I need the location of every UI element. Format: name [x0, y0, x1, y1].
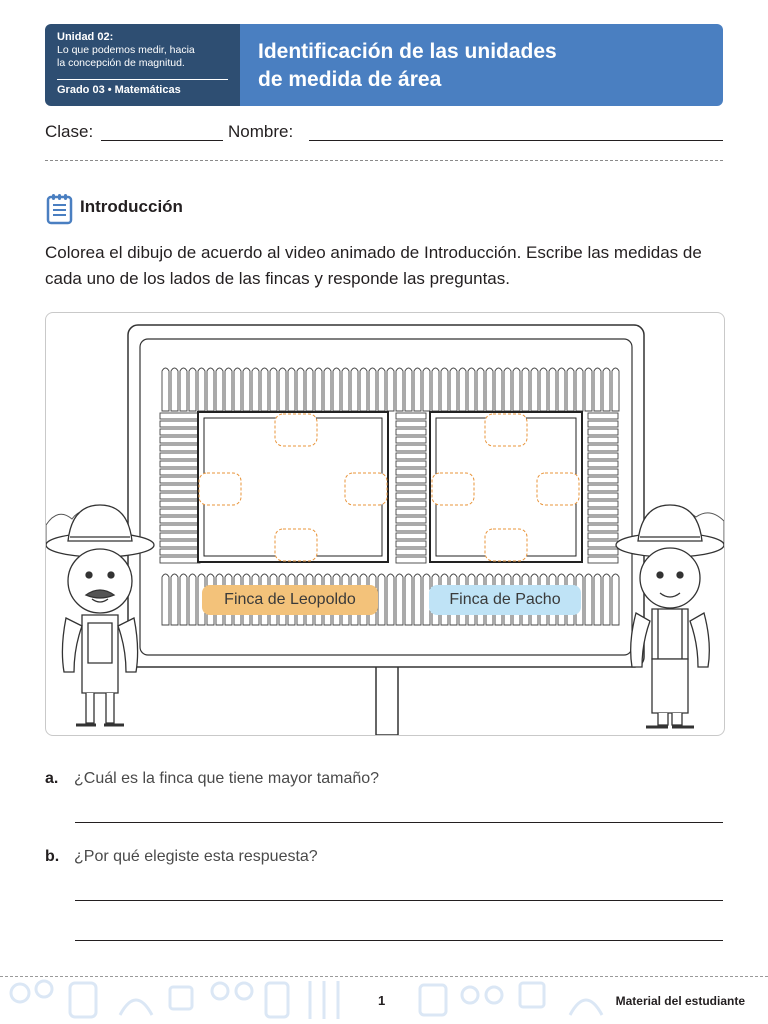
question-letter: b.	[45, 848, 60, 865]
header-divider	[57, 79, 228, 80]
billboard-drawing	[46, 313, 724, 735]
title-line1: Identificación de las unidades	[258, 40, 557, 63]
answer-line-b1[interactable]	[75, 900, 723, 901]
page-title	[240, 24, 723, 106]
unit-info	[45, 24, 240, 106]
page-number: 1	[378, 993, 386, 1008]
answer-line-a[interactable]	[75, 822, 723, 823]
question-letter: a.	[45, 770, 59, 787]
farm-left-label: Finca de Leopoldo	[202, 585, 378, 615]
title-line2: de medida de área	[258, 68, 442, 91]
farm-right-label: Finca de Pacho	[429, 585, 581, 615]
unit-title: Unidad 02:	[57, 31, 114, 43]
answer-line-b2[interactable]	[75, 940, 723, 941]
notepad-icon	[45, 193, 75, 230]
section-divider	[45, 160, 723, 161]
nombre-field[interactable]	[309, 140, 723, 141]
clase-field[interactable]	[101, 140, 223, 141]
question-text: ¿Cuál es la finca que tiene mayor tamaño?	[74, 770, 380, 787]
farm-illustration	[45, 312, 725, 736]
grade-label: Grado 03 • Matemáticas	[57, 84, 181, 96]
page-header	[45, 24, 723, 106]
unit-subtitle-line2: la concepción de magnitud.	[57, 57, 185, 69]
intro-title: Introducción	[80, 197, 183, 216]
unit-subtitle-line1: Lo que podemos medir, hacia	[57, 44, 195, 56]
instructions-text: Colorea el dibujo de acuerdo al video animado de Introducción. Escribe las medidas de cada uno de los lados de las fincas y responde las preguntas.	[45, 243, 702, 288]
clase-label: Clase:	[45, 122, 94, 141]
nombre-label: Nombre:	[228, 122, 294, 141]
question-text: ¿Por qué elegiste esta respuesta?	[74, 848, 318, 865]
footer-label: Material del estudiante	[615, 994, 745, 1008]
